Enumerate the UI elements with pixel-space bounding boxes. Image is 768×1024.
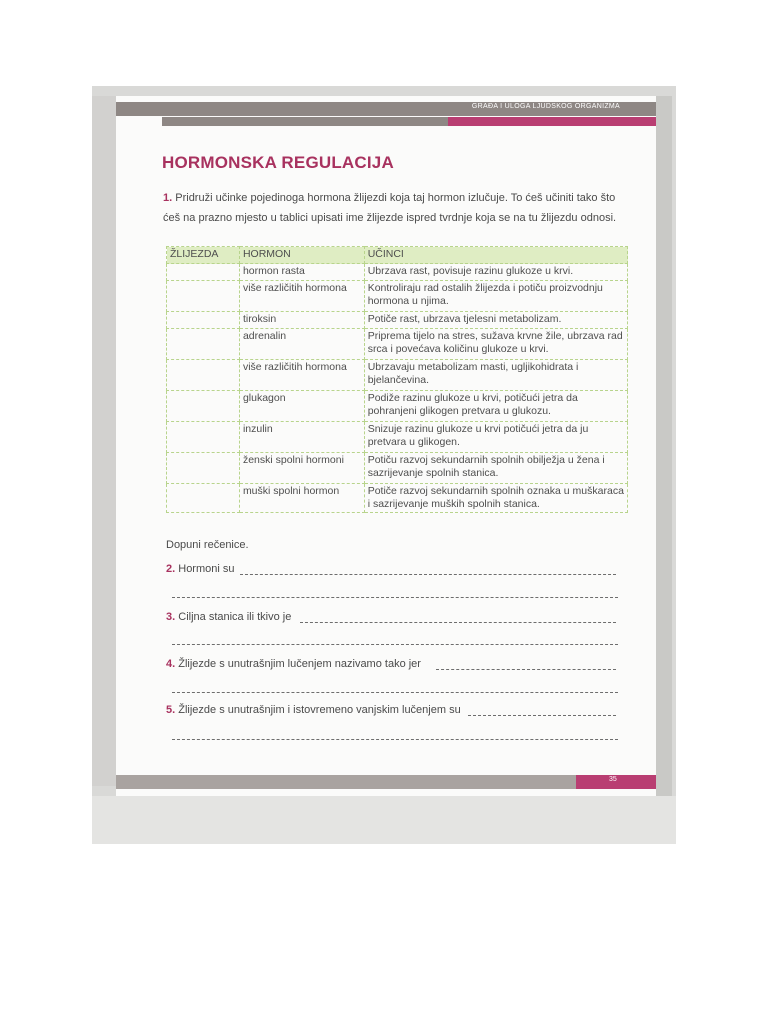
question-text: Žlijezde s unutrašnjim i istovremeno vanjskim lučenjem su	[178, 704, 461, 716]
question-3	[166, 611, 291, 623]
table-row	[167, 312, 628, 329]
header-zlijezda: ŽLIJEZDA	[167, 247, 240, 264]
footer-bar	[116, 775, 576, 789]
task-1-number: 1.	[163, 192, 173, 204]
effect-cell: Priprema tijelo na stres, sužava krvne žile, ubrzava rad srca i povećava količinu glukoze u krvi.	[364, 329, 627, 360]
answer-line[interactable]	[240, 574, 616, 575]
hormone-cell: muški spolni hormon	[239, 484, 364, 513]
table-row	[167, 264, 628, 281]
hormone-cell: više različitih hormona	[239, 281, 364, 312]
gland-blank-cell[interactable]	[167, 264, 240, 281]
table-row	[167, 484, 628, 513]
question-number: 3.	[166, 611, 176, 623]
header-ucinci: UČINCI	[364, 247, 627, 264]
question-2	[166, 563, 235, 575]
page-shadow-bottom	[92, 796, 676, 844]
question-5	[166, 704, 461, 716]
fill-in-subheading: Dopuni rečenice.	[166, 539, 249, 551]
page-shadow-right	[656, 96, 672, 800]
question-text: Hormoni su	[178, 563, 235, 575]
table-row	[167, 360, 628, 391]
gland-blank-cell[interactable]	[167, 453, 240, 484]
gland-blank-cell[interactable]	[167, 484, 240, 513]
hormone-cell: tiroksin	[239, 312, 364, 329]
effect-cell: Ubrzava rast, povisuje razinu glukoze u krvi.	[364, 264, 627, 281]
answer-line[interactable]	[172, 597, 618, 598]
hormone-cell: glukagon	[239, 391, 364, 422]
table-row	[167, 329, 628, 360]
gland-blank-cell[interactable]	[167, 422, 240, 453]
hormone-cell: ženski spolni hormoni	[239, 453, 364, 484]
table-row	[167, 453, 628, 484]
table-header-row	[167, 247, 628, 264]
question-text: Ciljna stanica ili tkivo je	[178, 611, 292, 623]
hormone-cell: inzulin	[239, 422, 364, 453]
task-1-instructions	[163, 188, 633, 228]
table-row	[167, 391, 628, 422]
hormone-table	[166, 246, 628, 513]
page-number: 35	[609, 776, 617, 783]
answer-line[interactable]	[172, 644, 618, 645]
question-number: 5.	[166, 704, 176, 716]
question-text: Žlijezde s unutrašnjim lučenjem nazivamo tako jer	[178, 658, 421, 670]
effect-cell: Potiče razvoj sekundarnih spolnih oznaka u muškaraca i sazrijevanje muških spolnih stanica.	[364, 484, 627, 513]
header-hormon: HORMON	[239, 247, 364, 264]
answer-line[interactable]	[172, 739, 618, 740]
hormone-cell: više različitih hormona	[239, 360, 364, 391]
task-1-text: Pridruži učinke pojedinoga hormona žlijezdi koja taj hormon izlučuje. To ćeš učiniti tako što ćeš na prazno mjesto u tablici upisati ime žlijezde ispred tvrdnje koja se na tu žlijezdu odnosi.	[163, 192, 617, 224]
question-number: 2.	[166, 563, 176, 575]
answer-line[interactable]	[172, 692, 618, 693]
table-row	[167, 281, 628, 312]
answer-line[interactable]	[468, 715, 616, 716]
header-underline	[162, 117, 448, 126]
gland-blank-cell[interactable]	[167, 360, 240, 391]
page-edge	[92, 96, 116, 786]
effect-cell: Kontroliraju rad ostalih žlijezda i potiču proizvodnju hormona u njima.	[364, 281, 627, 312]
header-accent	[448, 117, 656, 126]
effect-cell: Ubrzavaju metabolizam masti, ugljikohidrata i bjelančevina.	[364, 360, 627, 391]
effect-cell: Potiču razvoj sekundarnih spolnih obilježja u žena i sazrijevanje spolnih stanica.	[364, 453, 627, 484]
page-title: HORMONSKA REGULACIJA	[162, 153, 394, 172]
question-number: 4.	[166, 658, 176, 670]
gland-blank-cell[interactable]	[167, 391, 240, 422]
hormone-cell: adrenalin	[239, 329, 364, 360]
answer-line[interactable]	[300, 622, 616, 623]
header-bar	[116, 102, 656, 116]
table-row	[167, 422, 628, 453]
answer-line[interactable]	[436, 669, 616, 670]
question-4	[166, 658, 421, 670]
effect-cell: Potiče rast, ubrzava tjelesni metabolizam.	[364, 312, 627, 329]
gland-blank-cell[interactable]	[167, 329, 240, 360]
gland-blank-cell[interactable]	[167, 281, 240, 312]
section-title: GRAĐA I ULOGA LJUDSKOG ORGANIZMA	[471, 103, 620, 110]
hormone-cell: hormon rasta	[239, 264, 364, 281]
gland-blank-cell[interactable]	[167, 312, 240, 329]
effect-cell: Podiže razinu glukoze u krvi, potičući jetra da pohranjeni glikogen pretvara u glukozu.	[364, 391, 627, 422]
effect-cell: Snizuje razinu glukoze u krvi potičući jetra da ju pretvara u glikogen.	[364, 422, 627, 453]
